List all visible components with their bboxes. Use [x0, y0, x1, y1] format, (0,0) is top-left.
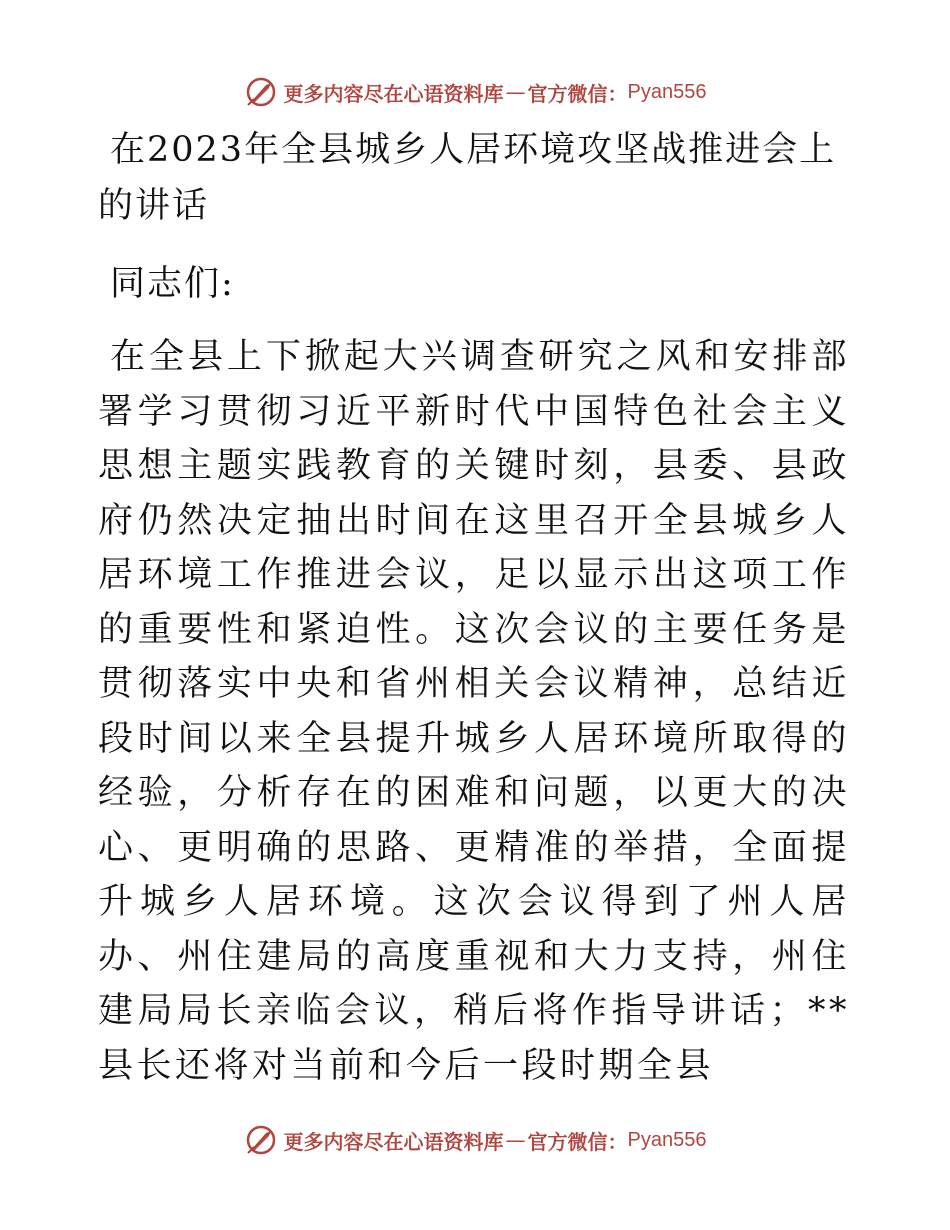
watermark-wechat-id: Pyan556	[627, 1128, 707, 1151]
watermark-separator: —	[505, 80, 526, 104]
watermark-label: 官方微信：	[527, 1129, 628, 1154]
watermark-separator: —	[505, 1128, 526, 1152]
document-title: 在2023年全县城乡人居环境攻坚战推进会上的讲话	[98, 130, 837, 226]
greeting: 同志们:	[110, 264, 235, 304]
body-paragraph: 在全县上下掀起大兴调查研究之风和安排部署学习贯彻习近平新时代中国特色社会主义思想主题实践教育的关键时刻，县委、县政府仍然决定抽出时间在这里召开全县城乡人居环境工作推进会议，足以显示出这项工作的重要性和紧迫性。这次会议的主要任务是贯彻落实中央和省州相关会议精神，总结近段时间以来全县提升城乡人居环境所取得的经验，分析存在的困难和问题，以更大的决心、更明确的思路、更精准的举措，全面提升城乡人居环境。这次会议得到了州人居办、州住建局的高度重视和大力支持，州住建局局长亲临会议，稍后将作指导讲话；**县长还将对当前和今后一段时期全县	[98, 337, 850, 1086]
watermark-main-text: 更多内容尽在心语资料库	[283, 81, 504, 106]
watermark-label: 官方微信：	[527, 81, 628, 106]
footer-watermark	[0, 1120, 950, 1160]
watermark-wechat-id: Pyan556	[627, 80, 707, 103]
watermark-main-text: 更多内容尽在心语资料库	[283, 1129, 504, 1154]
quill-logo-icon	[244, 75, 278, 109]
quill-logo-icon	[244, 1123, 278, 1157]
document-body	[98, 122, 850, 1093]
header-watermark	[0, 72, 950, 112]
